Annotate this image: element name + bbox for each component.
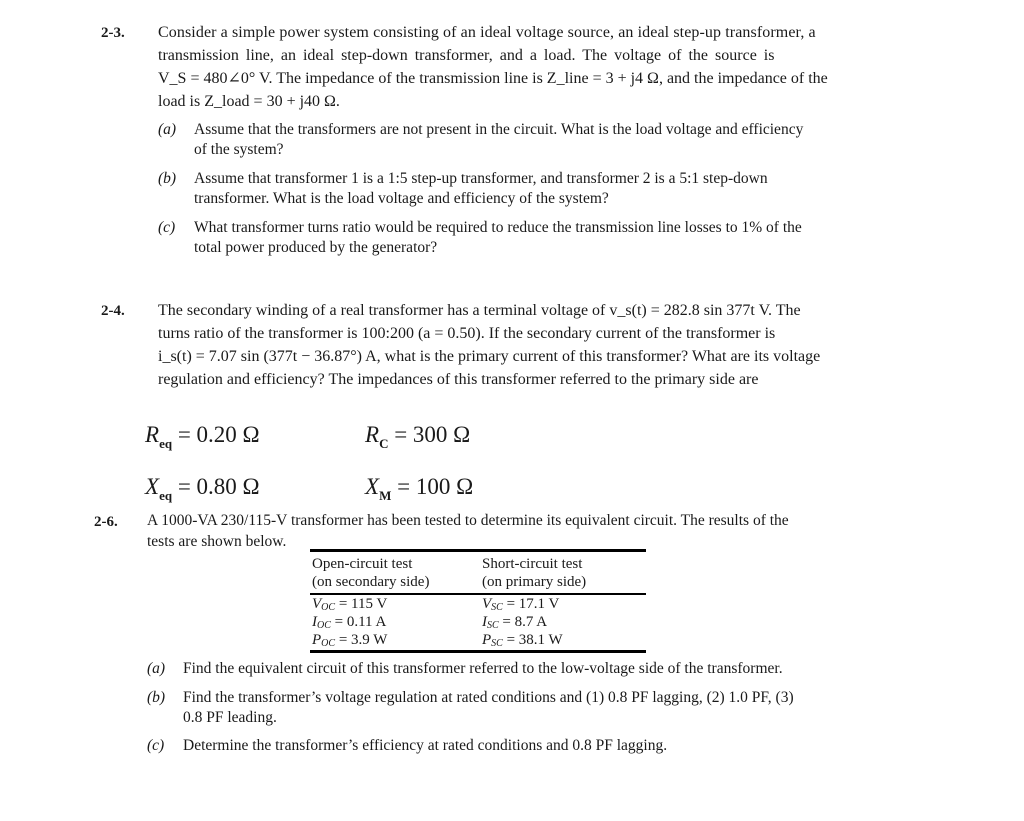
problem-2-3-part-a — [158, 120, 888, 162]
equation-xeq — [145, 474, 260, 504]
col2-header-line1: Short-circuit test — [482, 556, 583, 572]
statement-line: transmission line, an ideal step-down transformer, and a load. The voltage of the source is — [158, 47, 775, 64]
eq-symbol: X — [365, 474, 380, 499]
part-text-line: Determine the transformer’s efficiency at rated conditions and 0.8 PF lagging. — [183, 737, 668, 754]
col1-header-line2: (on secondary side) — [312, 574, 430, 590]
col2-header-line2: (on primary side) — [482, 574, 587, 590]
statement-line: A 1000-VA 230/115-V transformer has been tested to determine its equivalent circuit. The results of the — [147, 512, 789, 529]
part-text-line: transformer. What is the load voltage and efficiency of the system? — [194, 190, 609, 207]
eq-value: = 300 Ω — [394, 422, 471, 447]
table-cell-poc: $P_{OC} = 3.9$ W — [312, 632, 388, 649]
problem-2-3-part-b — [158, 169, 888, 211]
part-text-line: Find the transformer’s voltage regulation at rated conditions and (1) 0.8 PF lagging, (2) 1.0 PF, (3) — [183, 689, 794, 706]
problem-number-2-3: 2-3. — [101, 25, 125, 41]
statement-line: i_s(t) = 7.07 sin (377t − 36.87°) A, what is the primary current of this transformer? What are its voltage — [158, 348, 821, 365]
part-label: (a) — [147, 660, 166, 677]
eq-subscript: eq — [159, 488, 173, 503]
table-cell-voc: $V_{OC} = 115$ V — [312, 596, 388, 613]
equation-rc — [365, 422, 470, 452]
part-text-line: Assume that transformer 1 is a 1:5 step-up transformer, and transformer 2 is a 5:1 step-down — [194, 170, 768, 187]
part-label: (b) — [147, 689, 166, 706]
equation-xm — [365, 474, 473, 504]
statement-line: load is Z_load = 30 + j40 Ω. — [158, 93, 340, 110]
part-label: (a) — [158, 121, 177, 138]
eq-symbol: R — [145, 422, 160, 447]
part-text-line: What transformer turns ratio would be required to reduce the transmission line losses to 1% of the — [194, 219, 802, 236]
eq-symbol: X — [145, 474, 160, 499]
problem-2-6-part-a — [147, 659, 867, 681]
problem-2-3-statement — [158, 21, 880, 113]
eq-value: = 0.80 Ω — [177, 474, 260, 499]
problem-2-4-statement — [158, 299, 908, 391]
part-label: (c) — [147, 737, 165, 754]
problem-number-2-6: 2-6. — [94, 514, 118, 530]
col1-header-line1: Open-circuit test — [312, 556, 413, 572]
part-label: (b) — [158, 170, 177, 187]
statement-line: regulation and efficiency? The impedances of this transformer referred to the primary side are — [158, 371, 759, 388]
eq-subscript: C — [379, 436, 389, 451]
problem-2-3-part-c — [158, 218, 888, 260]
statement-line: Consider a simple power system consisting of an ideal voltage source, an ideal step-up transformer, a — [158, 24, 816, 41]
part-text-line: total power produced by the generator? — [194, 239, 438, 256]
problem-number-2-4: 2-4. — [101, 303, 125, 319]
eq-subscript: M — [379, 488, 392, 503]
eq-value: = 100 Ω — [397, 474, 474, 499]
eq-subscript: eq — [159, 436, 173, 451]
eq-value: = 0.20 Ω — [177, 422, 260, 447]
table-cell-ioc: $I_{OC} = 0.11$ A — [312, 614, 387, 631]
table-cell-psc: $P_{SC} = 38.1$ W — [482, 632, 563, 649]
part-label: (c) — [158, 219, 176, 236]
statement-line: V_S = 480∠0° V. The impedance of the transmission line is Z_line = 3 + j4 Ω, and the impedance of the — [158, 70, 828, 87]
problem-2-6-statement — [147, 510, 859, 552]
eq-symbol: R — [365, 422, 380, 447]
table-cell-isc: $I_{SC} = 8.7$ A — [482, 614, 548, 631]
statement-line: tests are shown below. — [147, 533, 287, 550]
statement-line: turns ratio of the transformer is 100:200 (a = 0.50). If the secondary current of the transformer is — [158, 325, 776, 342]
table-cell-vsc: $V_{SC} = 17.1$ V — [482, 596, 560, 613]
table-bottom-rule — [310, 650, 646, 653]
statement-line: The secondary winding of a real transformer has a terminal voltage of v_s(t) = 282.8 sin 377t V. The — [158, 302, 801, 319]
equation-req — [145, 422, 260, 452]
part-text-line: 0.8 PF leading. — [183, 709, 277, 726]
part-text-line: of the system? — [194, 141, 284, 158]
part-text-line: Find the equivalent circuit of this transformer referred to the low-voltage side of the transformer. — [183, 660, 783, 677]
part-text-line: Assume that the transformers are not present in the circuit. What is the load voltage and efficiency — [194, 121, 804, 138]
problem-2-6-part-b — [147, 688, 867, 730]
table-top-rule — [310, 549, 646, 552]
problem-2-6-part-c — [147, 736, 867, 758]
